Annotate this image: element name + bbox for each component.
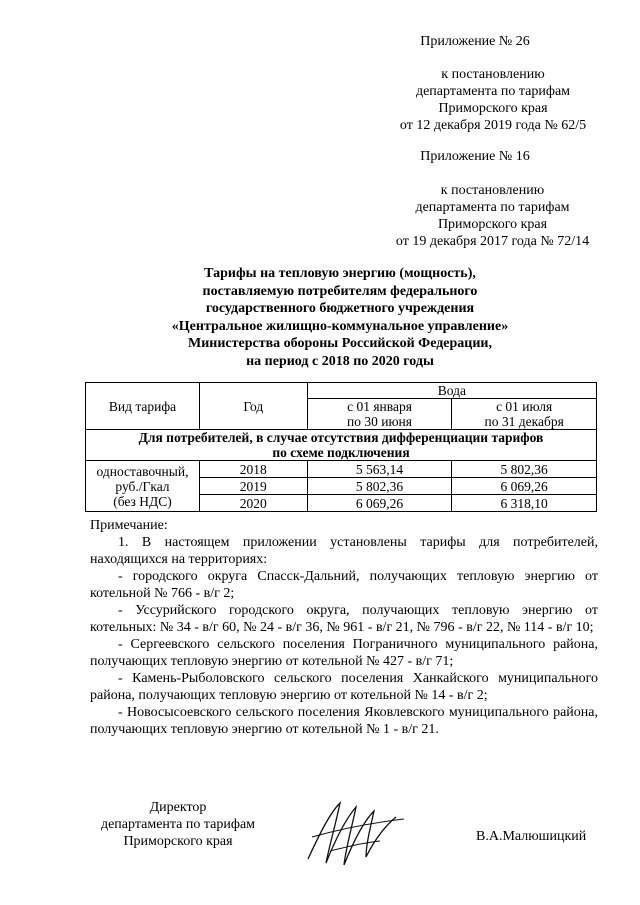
- note-item: - Камень-Рыболовского сельского поселения Ханкайского муниципального района, получающих тепловую энергию от котельной № 14 - в/г 2;: [90, 671, 598, 703]
- header-period-1-from: с 01 января: [347, 399, 412, 414]
- appendix-16-reference: [370, 182, 615, 250]
- appendix-16-title: Приложение № 16: [420, 149, 530, 164]
- subheader-line: Для потребителей, в случае отсутствия дифференциации тарифов: [138, 430, 544, 445]
- header-period-2-from: с 01 июля: [496, 399, 553, 414]
- signature-image: [300, 793, 420, 873]
- year-cell: 2018: [199, 461, 307, 478]
- tariff-type-line: одноставочный,: [96, 463, 189, 479]
- tariff-period-2-cell: 5 802,36: [452, 461, 597, 478]
- tariff-table: [85, 382, 597, 512]
- note-item: - Новосысоевского сельского поселения Яковлевского муниципального района, получающих тепловую энергию от котельной № 1 - в/г 21.: [90, 705, 598, 737]
- tariff-period-1-cell: 6 069,26: [307, 495, 452, 512]
- header-period-2: [452, 399, 597, 430]
- tariff-type-cell: [86, 461, 200, 512]
- tariff-period-1-cell: 5 563,14: [307, 461, 452, 478]
- title-line: поставляемую потребителям федерального: [202, 283, 478, 299]
- title-line: Тарифы на тепловую энергию (мощность),: [204, 266, 476, 281]
- tariff-type-line: (без НДС): [113, 493, 172, 509]
- tariff-period-2-cell: 6 069,26: [452, 478, 597, 495]
- appendix-26-line: к постановлению: [441, 67, 545, 82]
- year-cell: 2020: [199, 495, 307, 512]
- signer-line: Приморского края: [123, 834, 233, 849]
- notes-section: [90, 517, 598, 738]
- year-cell: 2019: [199, 478, 307, 495]
- note-item: - Сергеевского сельского поселения Пограничного муниципального района, получающих тепловую энергию от котельной № 427 - в/г 71;: [90, 637, 598, 669]
- signer-name: В.А.Малюшицкий: [476, 829, 587, 844]
- appendix-16-line: от 19 декабря 2017 года № 72/14: [395, 234, 590, 249]
- appendix-26-line: от 12 декабря 2019 года № 62/5: [399, 118, 587, 133]
- signer-line: департамента по тарифам: [100, 817, 256, 832]
- signer-line: Директор: [149, 800, 207, 815]
- appendix-16-line: Приморского края: [437, 217, 548, 232]
- appendix-26-reference: [378, 66, 608, 134]
- notes-heading: Примечание:: [90, 518, 168, 533]
- subheader-line: по схеме подключения: [272, 445, 410, 460]
- tariff-period-1-cell: 5 802,36: [307, 478, 452, 495]
- title-line: на период с 2018 по 2020 годы: [246, 353, 434, 369]
- signer-title: [78, 799, 278, 850]
- header-period-2-to: по 31 декабря: [484, 414, 564, 429]
- appendix-16-line: к постановлению: [440, 183, 545, 198]
- note-item: - Уссурийского городского округа, получающих тепловую энергию от котельных: № 34 - в/г 60, № 24 - в/г 36, № 961 - в/г 21, № 796 - в/г 22, № 114 - в/г 10;: [90, 603, 598, 635]
- appendix-26-line: Приморского края: [438, 101, 548, 116]
- header-period-1-to: по 30 июня: [347, 414, 412, 429]
- note-item: 1. В настоящем приложении установлены тарифы для потребителей, находящихся на территориях:: [90, 535, 598, 567]
- tariff-type-line: руб./Гкал: [115, 478, 170, 494]
- header-year: Год: [199, 383, 307, 430]
- header-period-1: [307, 399, 452, 430]
- header-tariff-type: Вид тарифа: [86, 383, 200, 430]
- appendix-16-line: департамента по тарифам: [415, 200, 570, 215]
- header-water: Вода: [307, 383, 596, 399]
- title-line: государственного бюджетного учреждения: [205, 301, 475, 316]
- appendix-26-title: Приложение № 26: [420, 34, 530, 49]
- title-line: «Центральное жилищно-коммунальное управление»: [171, 318, 509, 334]
- table-row: [86, 461, 597, 478]
- tariff-period-2-cell: 6 318,10: [452, 495, 597, 512]
- document-title: [100, 265, 580, 370]
- appendix-26-line: департамента по тарифам: [415, 84, 571, 99]
- title-line: Министерства обороны Российской Федерации,: [187, 336, 492, 351]
- note-item: - городского округа Спасск-Дальний, получающих тепловую энергию от котельной № 766 - в/г 2;: [90, 569, 598, 601]
- consumer-subheader: [86, 430, 597, 461]
